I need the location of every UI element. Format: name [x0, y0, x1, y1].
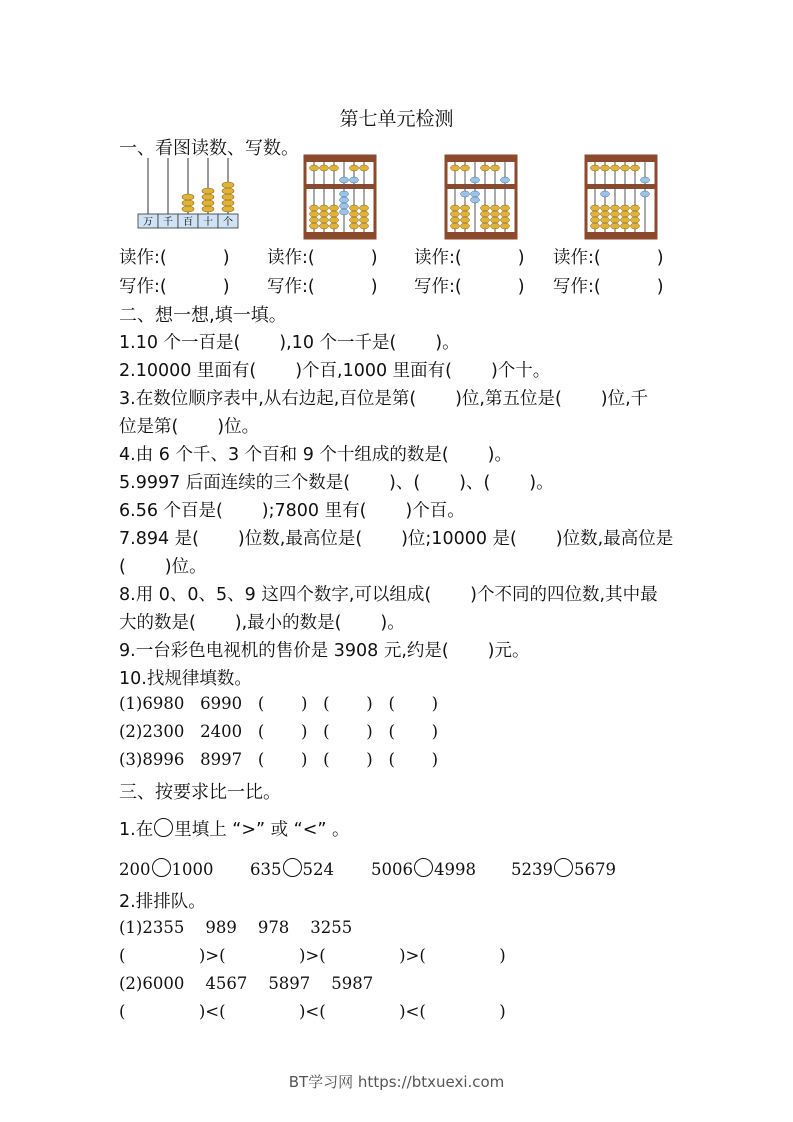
section-3-heading: 三、按要求比一比。 — [119, 782, 281, 803]
question-8-line-2: 大的数是( ),最小的数是( )。 — [119, 613, 405, 633]
footer-watermark: BT学习网 https://btxuexi.com — [288, 1073, 505, 1091]
compare-pair-4: 5239 5679 — [511, 860, 616, 879]
label-ge: 个 — [223, 217, 233, 228]
question-5: 5.9997 后面连续的三个数是( )、( )、( )。 — [119, 473, 554, 493]
abacus-label-row — [138, 214, 238, 228]
label-qian: 千 — [163, 217, 173, 228]
compare-pair-1: 200 1000 — [119, 860, 214, 879]
question-7-line-1: 7.894 是( )位数,最高位是( )位;10000 是( )位数,最高位是 — [119, 529, 674, 549]
read-as-1: 读作:( ) — [119, 248, 230, 268]
label-bai: 百 — [183, 217, 193, 228]
suanpan-3 — [586, 156, 656, 238]
circle-icon — [414, 858, 433, 877]
circle-icon — [154, 818, 173, 837]
abacus-beads-hundreds — [182, 194, 194, 212]
suanpan-2 — [446, 156, 516, 238]
label-wan: 万 — [143, 217, 153, 228]
sort-group-2-numbers: (2)6000 4567 5897 5987 — [119, 974, 374, 993]
label-shi: 十 — [203, 217, 213, 228]
compare-instruction: 1.在 里填上 “>” 或 “<” 。 — [119, 820, 350, 840]
abacus-beads-tens — [202, 188, 214, 212]
question-4: 4.由 6 个千、3 个百和 9 个十组成的数是( )。 — [119, 445, 513, 465]
pattern-2: (2)2300 2400 ( ) ( ) ( ) — [119, 722, 439, 741]
pattern-3: (3)8996 8997 ( ) ( ) ( ) — [119, 750, 439, 769]
sort-group-2-blanks: ( )<( )<( )<( ) — [119, 1002, 506, 1021]
question-10: 10.找规律填数。 — [119, 669, 252, 689]
circle-icon — [152, 858, 171, 877]
section-2-heading: 二、想一想,填一填。 — [119, 305, 287, 326]
sort-group-1-blanks: ( )>( )>( )>( ) — [119, 946, 506, 965]
question-8-line-1: 8.用 0、0、5、9 这四个数字,可以组成( )个不同的四位数,其中最 — [119, 585, 658, 605]
write-as-3: 写作:( ) — [414, 277, 525, 297]
question-2: 2.10000 里面有( )个百,1000 里面有( )个十。 — [119, 361, 551, 381]
circle-icon — [554, 858, 573, 877]
read-as-2: 读作:( ) — [267, 248, 378, 268]
pattern-1: (1)6980 6990 ( ) ( ) ( ) — [119, 694, 439, 713]
abacus-beads-ones — [222, 182, 234, 212]
write-as-2: 写作:( ) — [267, 277, 378, 297]
circle-icon — [283, 858, 302, 877]
question-9: 9.一台彩色电视机的售价是 3908 元,约是( )元。 — [119, 641, 530, 661]
sort-group-1-numbers: (1)2355 989 978 3255 — [119, 918, 353, 937]
question-6: 6.56 个百是( );7800 里有( )个百。 — [119, 501, 465, 521]
sort-heading: 2.排排队。 — [119, 892, 206, 912]
write-as-1: 写作:( ) — [119, 277, 230, 297]
section-1-heading: 一、看图读数、写数。 — [119, 138, 299, 159]
question-3-line-2: 位是第( )位。 — [119, 417, 260, 437]
page-title: 第七单元检测 — [339, 108, 454, 130]
write-as-4: 写作:( ) — [553, 277, 664, 297]
counting-abacus — [136, 156, 246, 230]
read-as-3: 读作:( ) — [414, 248, 525, 268]
compare-pair-2: 635 524 — [250, 860, 334, 879]
question-1: 1.10 个一百是( ),10 个一千是( )。 — [119, 333, 460, 353]
question-7-line-2: ( )位。 — [119, 557, 207, 577]
suanpan-1 — [305, 156, 375, 238]
question-3-line-1: 3.在数位顺序表中,从右边起,百位是第( )位,第五位是( )位,千 — [119, 389, 649, 409]
read-as-4: 读作:( ) — [553, 248, 664, 268]
compare-pair-3: 5006 4998 — [371, 860, 476, 879]
